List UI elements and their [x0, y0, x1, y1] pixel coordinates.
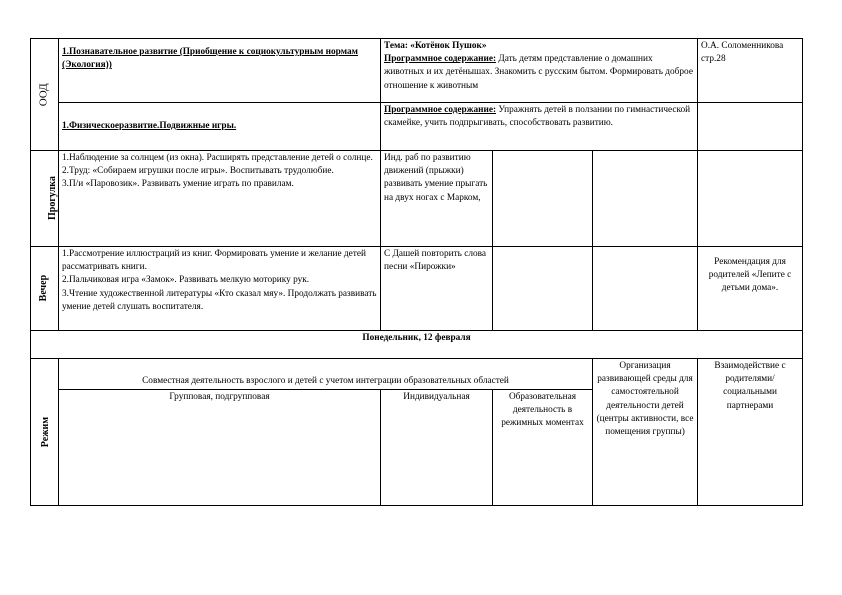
ood-label-cell — [31, 39, 59, 151]
ood-row-cognitive — [31, 39, 803, 103]
walk-individual-text: Инд. раб по развитию движений (прыжки) развивать умение прыгать на двух ногах с Марком, — [384, 153, 488, 203]
ood-source — [698, 39, 803, 103]
walk-routine-empty — [493, 151, 593, 247]
ood-cognitive-content — [381, 39, 698, 103]
walk-activity-2: 2.Труд: «Собираем игрушки после игры». Воспитывать трудолюбие. — [62, 166, 334, 177]
ood-program-text: Дать детям представление о домашних животных и их детёнышах. Знакомить с русским бытом. Формировать доброе отношение к животным — [384, 54, 693, 91]
walk-parents-empty — [698, 151, 803, 247]
walk-group-activities — [59, 151, 381, 247]
evening-parents-text: Рекомендация для родителей «Лепите с детьми дома». — [708, 257, 792, 294]
ood-physical-area-text: 1.Физическоеразвитие.Подвижные игры. — [62, 120, 237, 131]
walk-environment-empty — [593, 151, 698, 247]
evening-activity-3: 3.Чтение художественной литературы «Кто сказал мяу». Продолжать развивать умение детей слушать воспитателя. — [62, 288, 377, 312]
evening-label: Вечер — [38, 275, 50, 302]
group-header — [59, 390, 381, 506]
mode-label-cell — [31, 359, 59, 506]
joint-activity-header-text: Совместная деятельность взрослого и детей с учетом интеграции образовательных областей — [142, 375, 509, 386]
parents-header-text: Взаимодействие с родителями/ социальными партнерами — [714, 361, 786, 411]
date-row — [31, 331, 803, 359]
ood-theme: Тема: «Котёнок Пушок» — [384, 41, 487, 51]
environment-header-text: Организация развивающей среды для самостоятельной деятельности детей (центры активности, все помещения группы) — [596, 361, 694, 437]
evening-label-cell — [31, 247, 59, 331]
joint-activity-header — [59, 359, 593, 390]
ood-label: ООД — [37, 83, 50, 106]
ood-physical-program-text: Упражнять детей в ползании по гимнастической скамейке, учить подпрыгивать, способствовать развитию. — [384, 105, 691, 129]
walk-row — [31, 151, 803, 247]
ood-cognitive-area-text: 1.Познавательное развитие (Приобщение к социокультурным нормам (Экология)) — [62, 47, 358, 71]
environment-header — [593, 359, 698, 506]
daily-plan-table — [30, 38, 803, 506]
walk-label: Прогулка — [46, 176, 58, 221]
parents-header — [698, 359, 803, 506]
ood-physical-empty — [698, 103, 803, 151]
day-date: Понедельник, 12 февраля — [362, 333, 471, 343]
evening-environment-empty — [593, 247, 698, 331]
evening-group-activities — [59, 247, 381, 331]
evening-parents — [698, 247, 803, 331]
evening-row — [31, 247, 803, 331]
walk-activity-3: 3.П/и «Паровозик». Развивать умение играть по правилам. — [62, 179, 294, 190]
evening-activity-1: 1.Рассмотрение иллюстраций из книг. Формировать умение и желание детей рассматривать книги. — [62, 249, 366, 273]
ood-source-text: О.А. Соломенникова стр.28 — [701, 41, 784, 65]
ood-program-label: Программное содержание: — [384, 54, 497, 65]
ood-cognitive-area — [59, 39, 381, 103]
date-cell — [31, 331, 803, 359]
ood-physical-area — [59, 103, 381, 151]
evening-individual-text: С Дашей повторить слова песни «Пирожки» — [384, 249, 487, 273]
mode-label: Режим — [40, 416, 52, 448]
group-header-text: Групповая, подгрупповая — [169, 392, 270, 402]
walk-label-cell — [31, 151, 59, 247]
ood-physical-program-label: Программное содержание: — [384, 105, 497, 115]
walk-individual — [381, 151, 493, 247]
walk-activity-1: 1.Наблюдение за солнцем (из окна). Расширять представление детей о солнце. — [62, 153, 373, 163]
ood-row-physical — [31, 103, 803, 151]
routine-header — [493, 390, 593, 506]
individual-header-text: Индивидуальная — [403, 392, 470, 402]
evening-routine-empty — [493, 247, 593, 331]
evening-activity-2: 2.Пальчиковая игра «Замок». Развивать мелкую моторику рук. — [62, 275, 310, 286]
routine-header-text: Образовательная деятельность в режимных моментах — [501, 392, 584, 429]
header-row-top — [31, 359, 803, 390]
evening-individual — [381, 247, 493, 331]
individual-header — [381, 390, 493, 506]
ood-physical-content — [381, 103, 698, 151]
